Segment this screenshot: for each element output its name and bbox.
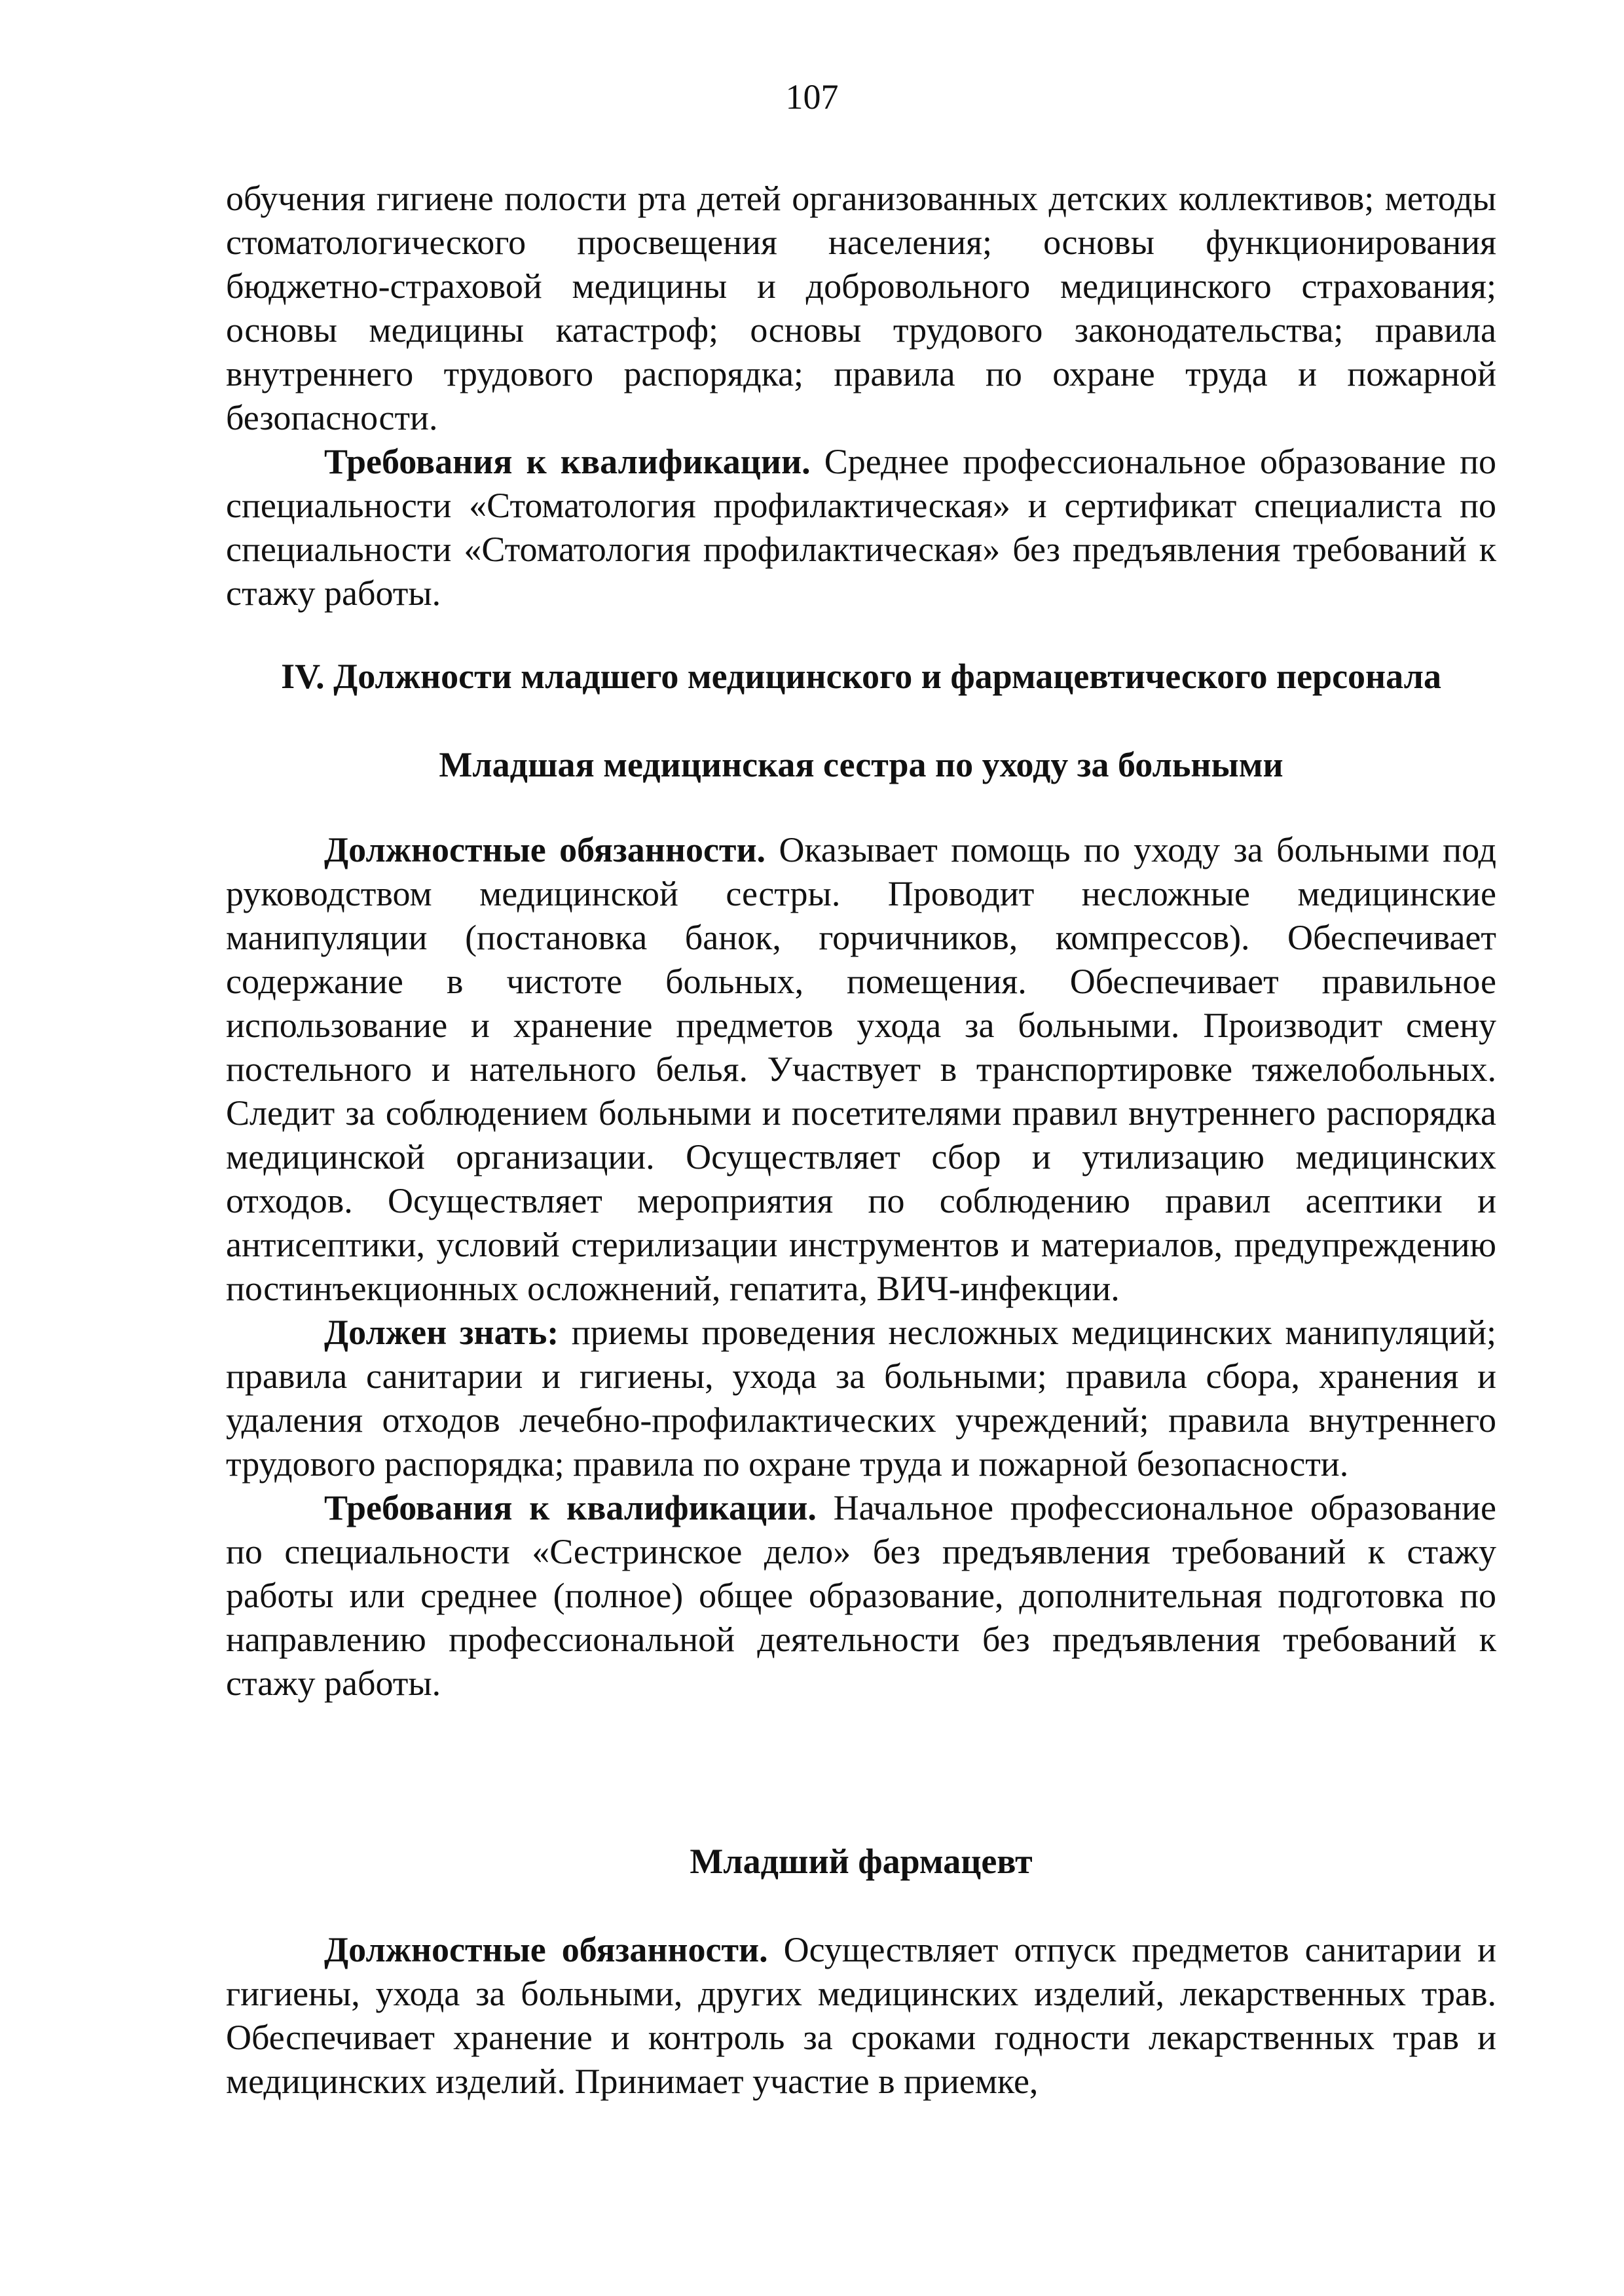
nurse-title: Младшая медицинская сестра по уходу за больными <box>439 745 1283 784</box>
pharmacist-heading-block <box>226 1840 1496 1884</box>
intro-paragraph: обучения гигиене полости рта детей организованных детских коллективов; методы стоматологического просвещения населения; основы функционирования бюджетно-страховой медицины и добровольного медицинского страхования; основы медицины катастроф; основы трудового законодательства; правила внутреннего трудового распорядка; правила по охране труда и пожарной безопасности. <box>226 179 1496 437</box>
nurse-qualification-paragraph <box>226 1486 1496 1705</box>
intro-qualification-paragraph <box>226 440 1496 615</box>
pharmacist-duties-label: Должностные обязанности. <box>324 1930 768 1969</box>
section-heading-block <box>226 655 1496 699</box>
nurse-know-paragraph <box>226 1311 1496 1486</box>
intro-qualification-label: Требования к квалификации. <box>324 442 811 481</box>
nurse-duties-label: Должностные обязанности. <box>324 830 766 869</box>
intro-block <box>226 177 1496 615</box>
intro-qualification-text: Среднее профессиональное образование по специальности «Стоматология профилактическая» и сертификат специалиста по специальности «Стоматология профилактическая» без предъявления требований к стажу работы. <box>226 442 1496 613</box>
nurse-qualification-text: Начальное профессиональное образование по специальности «Сестринское дело» без предъявления требований к стажу работы или среднее (полное) общее образование, дополнительная подготовка по направлению профессиональной деятельности без предъявления требований к стажу работы. <box>226 1488 1496 1703</box>
page-number: 107 <box>785 77 839 117</box>
nurse-know-text: приемы проведения несложных медицинских манипуляций; правила санитарии и гигиены, ухода за больными; правила сбора, хранения и удаления отходов лечебно-профилактических учреждений; правила внутреннего трудового распорядка; правила по охране труда и пожарной безопасности. <box>226 1313 1496 1484</box>
pharmacist-duties-text: Осуществляет отпуск предметов санитарии и гигиены, ухода за больными, других медицинских изделий, лекарственных трав. Обеспечивает хранение и контроль за сроками годности лекарственных трав и медицинских изделий. Принимает участие в приемке, <box>226 1930 1496 2101</box>
pharmacist-duties-paragraph <box>226 1928 1496 2104</box>
nurse-qualification-label: Требования к квалификации. <box>324 1488 817 1527</box>
nurse-duties-text: Оказывает помощь по уходу за больными под руководством медицинской сестры. Проводит несложные медицинские манипуляции (постановка банок, горчичников, компрессов). Обеспечивает содержание в чистоте больных, помещения. Обеспечивает правильное использование и хранение предметов ухода за больными. Производит смену постельного и нательного белья. Участвует в транспортировке тяжелобольных. Следит за соблюдением больными и посетителями правил внутреннего распорядка медицинской организации. Осуществляет сбор и утилизацию медицинских отходов. Осуществляет мероприятия по соблюдению правил асептики и антисептики, условий стерилизации инструментов и материалов, предупреждению постинъекционных осложнений, гепатита, ВИЧ-инфекции. <box>226 830 1496 1308</box>
pharmacist-body-block <box>226 1928 1496 2104</box>
nurse-heading-block <box>226 743 1496 787</box>
section-title: IV. Должности младшего медицинского и фармацевтического персонала <box>281 657 1441 696</box>
pharmacist-title: Младший фармацевт <box>690 1842 1033 1881</box>
nurse-duties-paragraph <box>226 828 1496 1311</box>
nurse-know-label: Должен знать: <box>324 1313 559 1352</box>
nurse-body-block <box>226 828 1496 1705</box>
